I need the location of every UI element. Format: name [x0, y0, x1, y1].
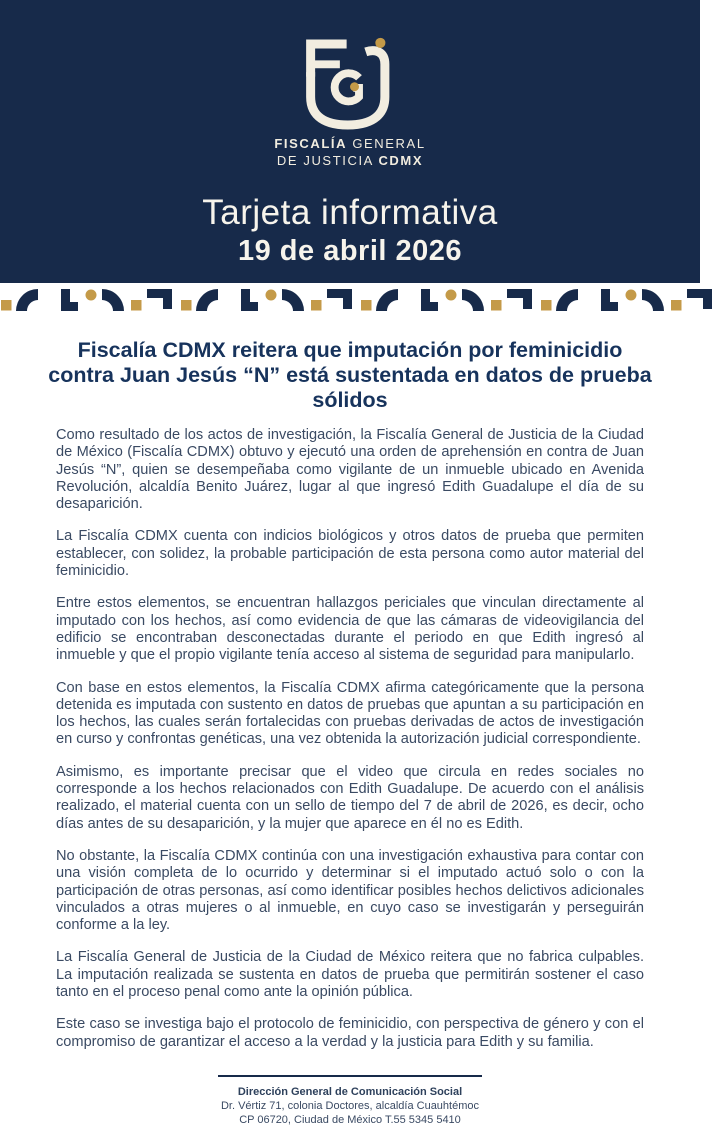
org-cdmx: CDMX — [378, 153, 424, 168]
org-name — [0, 135, 700, 169]
org-name-line1 — [0, 135, 700, 152]
article-body — [56, 427, 644, 1051]
body-paragraph: No obstante, la Fiscalía CDMX continúa con una investigación exhaustiva para contar con una visión completa de lo ocurrido y determinar si el imputado actuó solo o con la participación de otras personas, así como identificar posibles hechos delictivos adicionales vinculados a otras mujeres o al inmueble, en cuyo caso se investigarán y perseguirán conforme a la ley. — [56, 847, 644, 934]
body-paragraph: Como resultado de los actos de investigación, la Fiscalía General de Justicia de la Ciudad de México (Fiscalía CDMX) obtuvo y ejecutó una orden de aprehensión en contra de Juan Jesús “N”, quien se desempeñaba como vigilante de un inmueble ubicado en Avenida Revolución, alcaldía Benito Juárez, lugar al que ingresó Edith Guadalupe el día de su desaparición. — [56, 427, 644, 513]
org-fiscalia: FISCALÍA — [274, 136, 348, 151]
decorative-pattern-band — [0, 288, 700, 312]
footer-divider — [218, 1075, 482, 1077]
pattern-tile — [360, 288, 540, 312]
masthead — [0, 0, 700, 283]
article — [0, 338, 700, 1051]
fgj-logo-icon — [296, 36, 404, 133]
body-paragraph: Asimismo, es importante precisar que el video que circula en redes sociales no corresponde a los hechos relacionados con Edith Guadalupe. De acuerdo con el análisis realizado, el material cuenta con un sello de tiempo del 7 de abril de 2026, es decir, ocho días antes de su desaparición, y la mujer que aparece en él no es Edith. — [56, 763, 644, 832]
page-footer — [0, 1075, 700, 1127]
org-de-justicia: DE JUSTICIA — [276, 153, 374, 168]
body-paragraph: Este caso se investiga bajo el protocolo de feminicidio, con perspectiva de género y con el compromiso de garantizar el acceso a la verdad y la justicia para Edith y su familia. — [56, 1016, 644, 1050]
pattern-tile — [540, 288, 720, 312]
body-paragraph: Entre estos elementos, se encuentran hallazgos periciales que vinculan directamente al imputado con los hechos, así como evidencia de que las cámaras de videovigilancia del edificio se encontraban desconectadas durante el periodo en que Edith ingresó al inmueble y que el propio vigilante tenía acceso al sistema de seguridad para manipularlo. — [56, 595, 644, 664]
org-general: GENERAL — [352, 136, 426, 151]
body-paragraph: La Fiscalía CDMX cuenta con indicios biológicos y otros datos de prueba que permiten establecer, con solidez, la probable participación de esta persona como autor material del feminicidio. — [56, 528, 644, 580]
footer-address-line2: CP 06720, Ciudad de México T.55 5345 5410 — [239, 1113, 461, 1126]
card-title: Tarjeta informativa — [202, 193, 498, 232]
pattern-tile — [180, 288, 360, 312]
org-name-line2 — [0, 152, 700, 169]
card-date: 19 de abril 2026 — [237, 235, 463, 267]
footer-address-line1: Dr. Vértiz 71, colonia Doctores, alcaldía Cuauhtémoc — [220, 1099, 480, 1112]
footer-office: Dirección General de Comunicación Social — [237, 1085, 463, 1098]
body-paragraph: Con base en estos elementos, la Fiscalía CDMX afirma categóricamente que la persona detenida es imputada con sustento en datos de pruebas que apuntan a su participación en los hechos, las cuales serán fortalecidas con pruebas derivadas de actos de investigación en curso y confrontas genéticas, una vez obtenida la autorización judicial correspondiente. — [56, 679, 644, 748]
pattern-tile — [0, 288, 180, 312]
body-paragraph: La Fiscalía General de Justicia de la Ciudad de México reitera que no fabrica culpables. La imputación realizada se sustenta en datos de prueba que permitirán sostener el caso tanto en el proceso penal como ante la opinión pública. — [56, 949, 644, 1001]
headline: Fiscalía CDMX reitera que imputación por feminicidio contra Juan Jesús “N” está sustentada en datos de prueba sólidos — [48, 338, 652, 412]
